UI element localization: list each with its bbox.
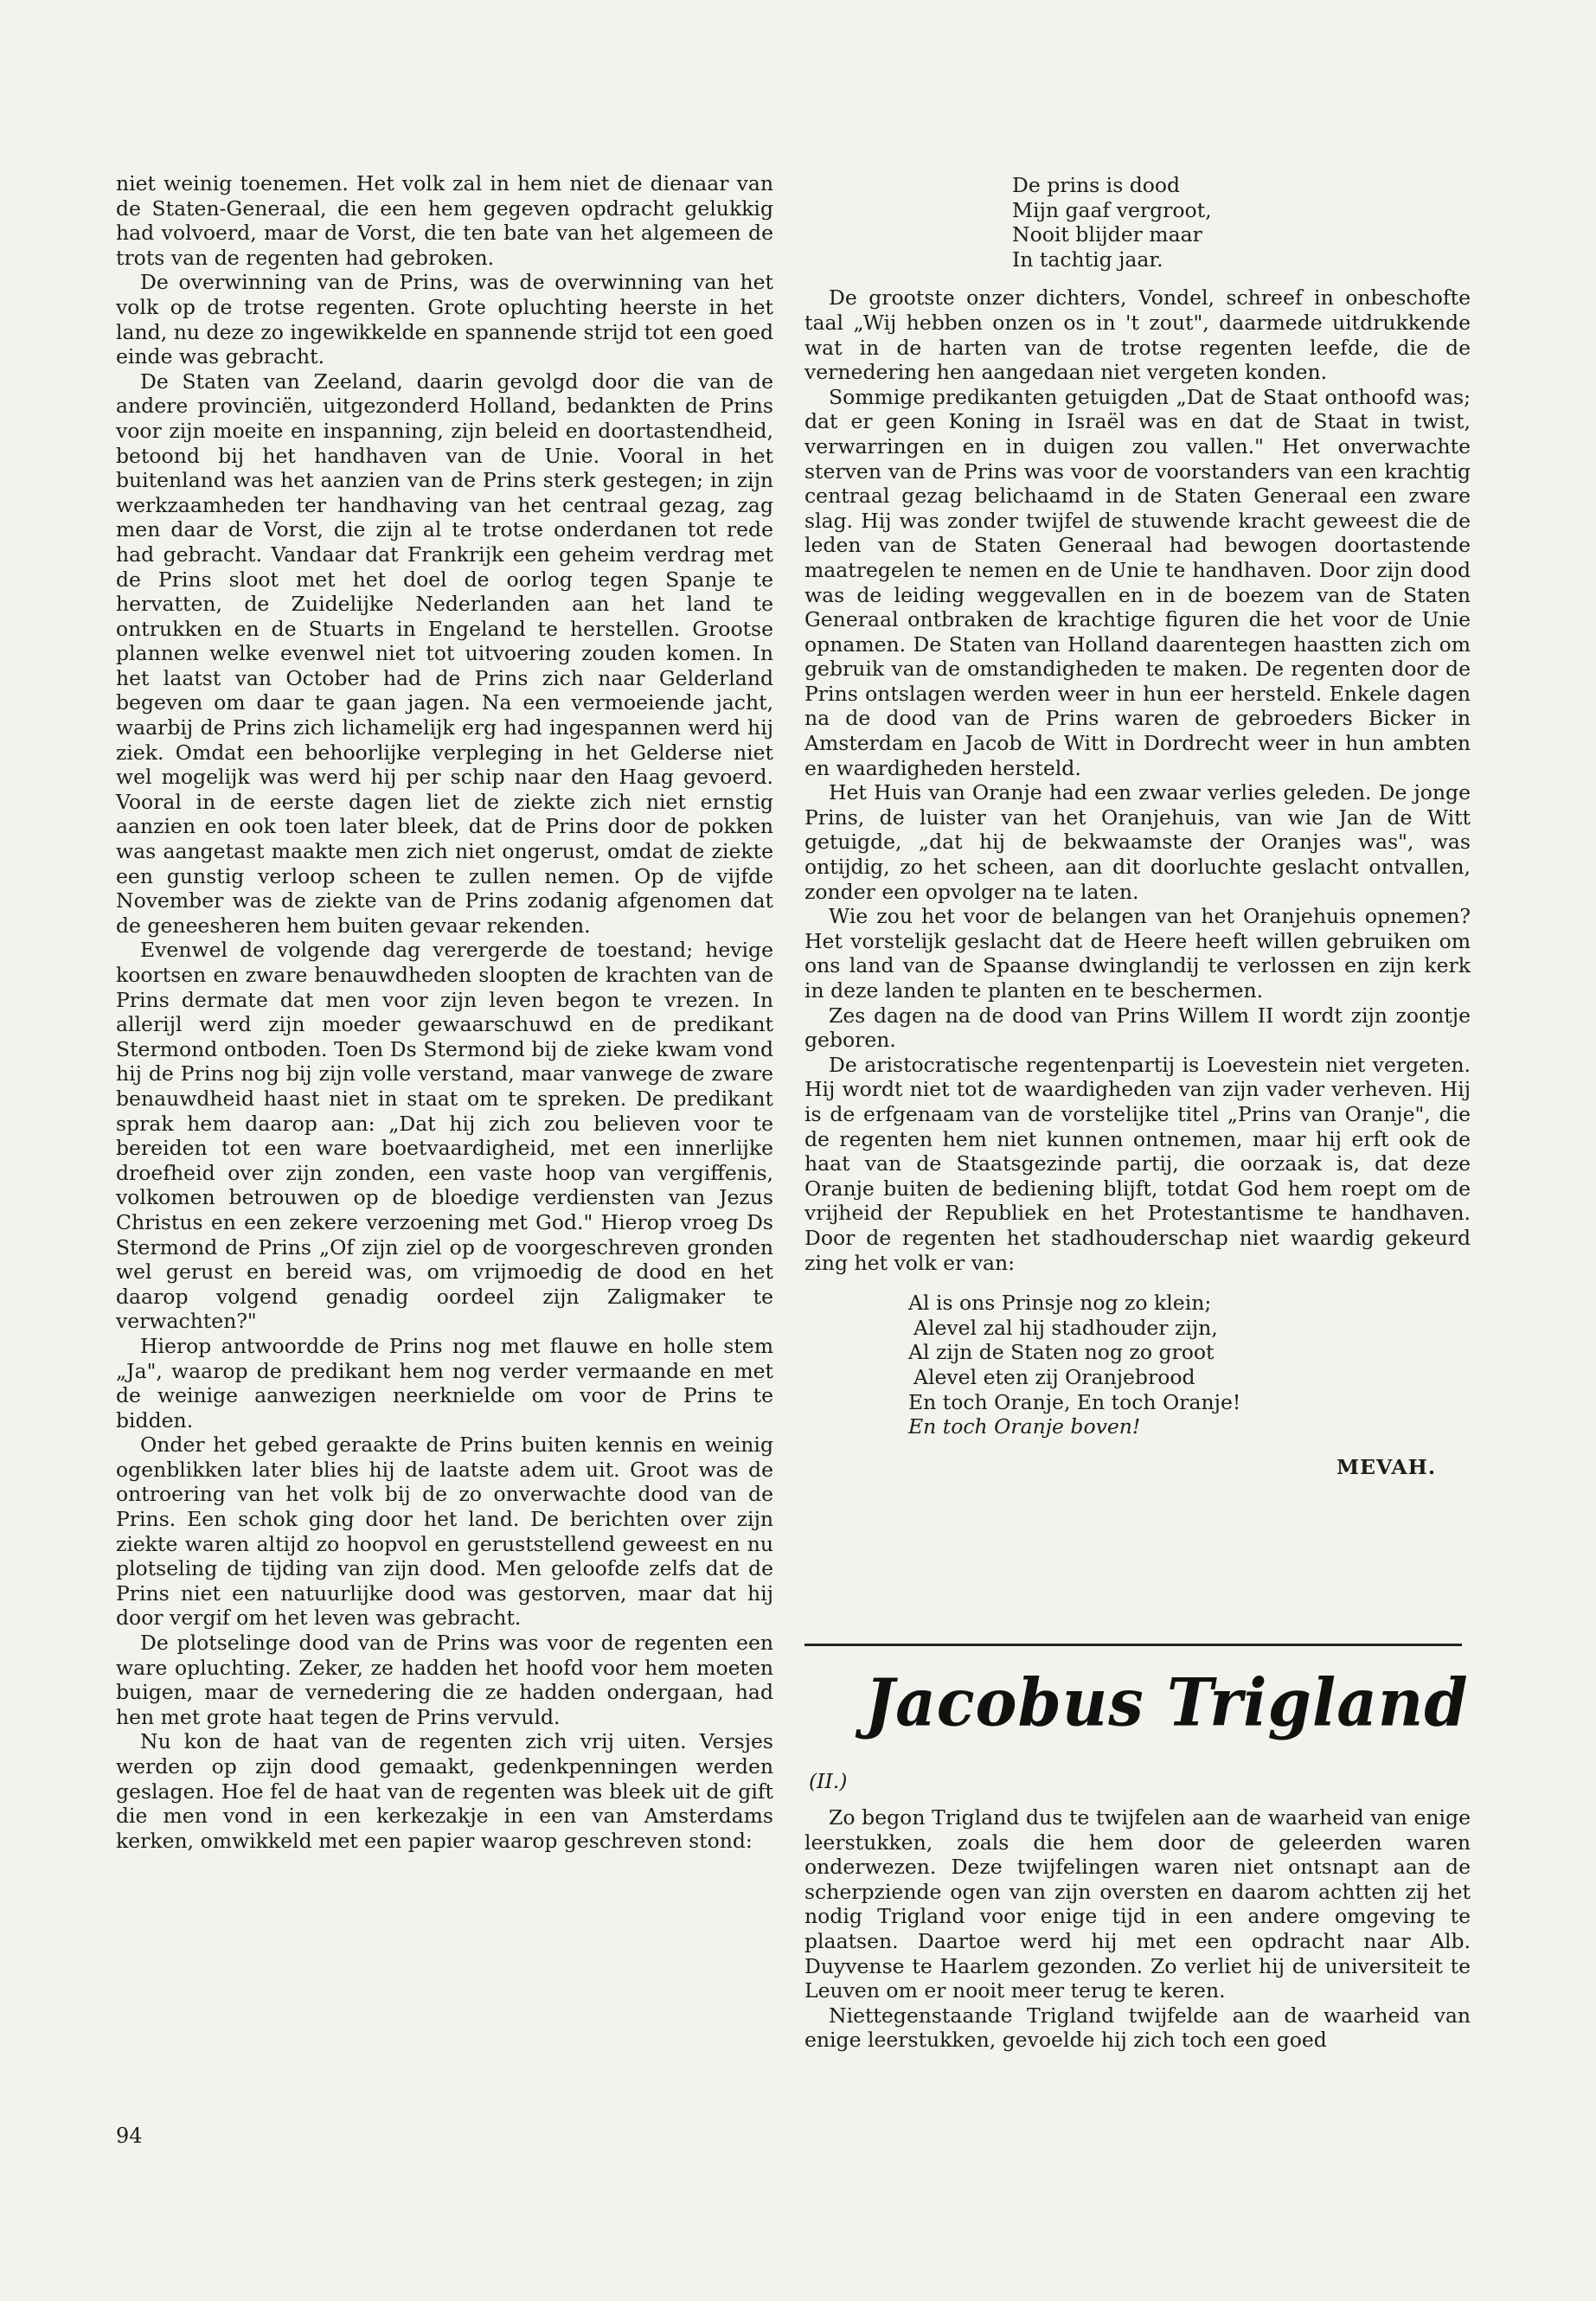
poem-line: Al zijn de Staten nog zo groot	[908, 1340, 1215, 1365]
paragraph: Hierop antwoordde de Prins nog met flauwe en holle stem „Ja", waarop de predikant hem nog verder vermaande en met de weinige aanwezigen neerknielde om voor de Prins te bidden.	[116, 1333, 773, 1433]
paragraph: De aristocratische regentenpartij is Loevestein niet vergeten. Hij wordt niet tot de waardigheden van zijn vader verheven. Hij is de erfgenaam van de vorstelijke titel „Prins van Oranje", die de regenten hem niet kunnen ontnemen, maar hij erft ook de haat van de Staatsgezinde partij, die oorzaak is, dat deze Oranje buiten de bediening blijft, totdat God hem roept om de vrijheid der Republiek en het Protestantisme te handhaven. Door de regenten het stadhouderschap niet waardig gekeurd zing het volk er van:	[804, 1052, 1471, 1275]
paragraph: Nu kon de haat van de regenten zich vrij uiten. Versjes werden op zijn dood gemaakt, gedenkpenningen werden geslagen. Hoe fel de haat van de regenten was bleek uit de gift die men vond in een kerkezakje in een van Amsterdams kerken, omwikkeld met een papier waarop geschreven stond:	[116, 1729, 773, 1853]
poem-bottom	[804, 1291, 1471, 1439]
paragraph: Sommige predikanten getuigden „Dat de Staat onthoofd was; dat er geen Koning in Israël was en dat de Staat in twist, verwarringen en in duigen zou vallen." Het onverwachte sterven van de Prins was voor de voorstanders van een krachtig centraal gezag belichaamd in de Staten Generaal een zware slag. Hij was zonder twijfel de stuwende kracht geweest die de leden van de Staten Generaal had bewogen doortastende maatregelen te nemen en de Unie te handhaven. Door zijn dood was de leiding weggevallen en in de boezem van de Staten Generaal ontbraken de krachtige figuren die het voor de Unie opnamen. De Staten van Holland daarentegen haastten zich om gebruik van de omstandigheden te maken. De regenten door de Prins ontslagen werden weer in hun eer hersteld. Enkele dagen na de dood van de Prins waren de gebroeders Bicker in Amsterdam en Jacob de Witt in Dordrecht weer in hun ambten en waardigheden hersteld.	[804, 384, 1471, 780]
paragraph: Het Huis van Oranje had een zwaar verlies geleden. De jonge Prins, de luister van het Oranjehuis, van wie Jan de Witt getuigde, „dat hij de bekwaamste der Oranjes was", was ontijdig, zo het scheen, aan dit doorluchte geslacht ontvallen, zonder een opvolger na te laten.	[804, 780, 1471, 904]
poem-line: Alevel zal hij stadhouder zijn,	[913, 1315, 1218, 1340]
paragraph: Evenwel de volgende dag verergerde de toestand; hevige koortsen en zware benauwdheden sloopten de krachten van de Prins dermate dat men voor zijn leven begon te vrezen. In allerijl werd zijn moeder gewaarschuwd en de predikant Stermond ontboden. Toen Ds Stermond bij de zieke kwam vond hij de Prins nog bij zijn volle verstand, maar vanwege de zware benauwdheid haast niet in staat om te spreken. De predikant sprak hem daarop aan: „Dat hij zich zou believen voor te bereiden tot een ware boetvaardigheid, met een innerlijke droefheid over zijn zonden, een vaste hoop van vergiffenis, volkomen betrouwen op de bloedige verdiensten van Jezus Christus en een zekere verzoening met God." Hierop vroeg Ds Stermond de Prins „Of zijn ziel op de voorgeschreven gronden wel gerust en bereid was, om vrijmoedig de dood en het daarop volgend genadig oordeel zijn Zaligmaker te verwachten?"	[116, 938, 773, 1334]
page-number: 94	[116, 2124, 143, 2148]
right-column	[804, 173, 1471, 1479]
paragraph: niet weinig toenemen. Het volk zal in hem niet de dienaar van de Staten-Generaal, die een hem gegeven opdracht gelukkig had volvoerd, maar de Vorst, die ten bate van het algemeen de trots van de regenten had gebroken.	[116, 171, 773, 270]
poem-line: Al is ons Prinsje nog zo klein;	[908, 1291, 1212, 1316]
poem-line: Alevel eten zij Oranjebrood	[913, 1364, 1195, 1389]
poem-line: En toch Oranje, En toch Oranje!	[908, 1389, 1241, 1414]
paragraph: De Staten van Zeeland, daarin gevolgd door die van de andere provinciën, uitgezonderd Holland, bedankten de Prins voor zijn moeite en inspanning, zijn beleid en doortastendheid, betoond bij het handhaven van de Unie. Vooral in het buitenland was het aanzien van de Prins sterk gestegen; in zijn werkzaamheden ter handhaving van het centraal gezag, zag men daar de Vorst, die zijn al te trotse onderdanen tot rede had gebracht. Vandaar dat Frankrijk een geheim verdrag met de Prins sloot met het doel de oorlog tegen Spanje te hervatten, de Zuidelijke Nederlanden aan het land te ontrukken en de Stuarts in Engeland te herstellen. Grootse plannen welke evenwel niet tot uitvoering zouden komen. In het laatst van October had de Prins zich naar Gelderland begeven om daar te gaan jagen. Na een vermoeiende jacht, waarbij de Prins zich lichamelijk erg had ingespannen werd hij ziek. Omdat een behoorlijke verpleging in het Gelderse niet wel mogelijk was werd hij per schip naar den Haag gevoerd. Vooral in de eerste dagen liet de ziekte zich niet ernstig aanzien en ook toen later bleek, dat de Prins door de pokken was aangetast maakte men zich niet ongerust, omdat de ziekte een gunstig verloop scheen te zullen nemen. Op de vijfde November was de ziekte van de Prins zodanig afgenomen dat de geneesheren hem buiten gevaar rekenden.	[116, 369, 773, 938]
article-body	[804, 1805, 1471, 2053]
poem-line: Nooit blijder maar	[1012, 222, 1202, 247]
section-divider	[804, 1644, 1462, 1646]
paragraph: Wie zou het voor de belangen van het Oranjehuis opnemen? Het vorstelijk geslacht dat de Heere heeft willen gebruiken om ons land van de Spaanse dwinglandij te verlossen en zijn kerk in deze landen te planten en te beschermen.	[804, 904, 1471, 1003]
poem-line: In tachtig jaar.	[1012, 247, 1163, 272]
paragraph: De grootste onzer dichters, Vondel, schreef in onbeschofte taal „Wij hebben onzen os in 't zout", daarmede uitdrukkende wat in de harten van de trotse regenten leefde, die de vernedering hen aangedaan niet vergeten konden.	[804, 285, 1471, 385]
poem-line: De prins is dood	[1012, 173, 1181, 197]
poem-line: Mijn gaaf vergroot,	[1012, 197, 1212, 222]
paragraph: Onder het gebed geraakte de Prins buiten kennis en weinig ogenblikken later blies hij de laatste adem uit. Groot was de ontroering van het volk bij de zo onverwachte dood van de Prins. Een schok ging door het land. De berichten over zijn ziekte waren altijd zo hoopvol en geruststellend geweest en nu plotseling de tijding van zijn dood. Men geloofde zelfs dat de Prins niet een natuurlijke dood was gestorven, maar dat hij door vergif om het leven was gebracht.	[116, 1433, 773, 1631]
poem-top	[804, 173, 1471, 272]
author-signature: MEVAH.	[1336, 1454, 1436, 1479]
paragraph: De overwinning van de Prins, was de overwinning van het volk op de trotse regenten. Grote opluchting heerste in het land, nu deze zo ingewikkelde en spannende strijd tot een goed einde was gebracht.	[116, 270, 773, 369]
paragraph: Niettegenstaande Trigland twijfelde aan de waarheid van enige leerstukken, gevoelde hij zich toch een goed	[804, 2003, 1471, 2053]
left-column	[116, 171, 773, 1853]
poem-line: En toch Oranje boven!	[908, 1414, 1141, 1439]
paragraph: Zes dagen na de dood van Prins Willem II wordt zijn zoontje geboren.	[804, 1003, 1471, 1053]
paragraph: Zo begon Trigland dus te twijfelen aan de waarheid van enige leerstukken, zoals die hem door de geleerden waren onderwezen. Deze twijfelingen waren niet ontsnapt aan de scherpziende ogen van zijn oversten en daarom achtten zij het nodig Trigland voor enige tijd in een andere omgeving te plaatsen. Daartoe werd hij met een opdracht naar Alb. Duyvense te Haarlem gezonden. Zo verliet hij de universiteit te Leuven om er nooit meer terug te keren.	[804, 1805, 1471, 2003]
article-title: Jacobus Trigland	[865, 1663, 1469, 1741]
article-part-label: (II.)	[809, 1769, 848, 1793]
paragraph: De plotselinge dood van de Prins was voor de regenten een ware opluchting. Zeker, ze hadden het hoofd voor hem moeten buigen, maar de vernedering die ze hadden ondergaan, had hen met grote haat tegen de Prins vervuld.	[116, 1631, 773, 1729]
